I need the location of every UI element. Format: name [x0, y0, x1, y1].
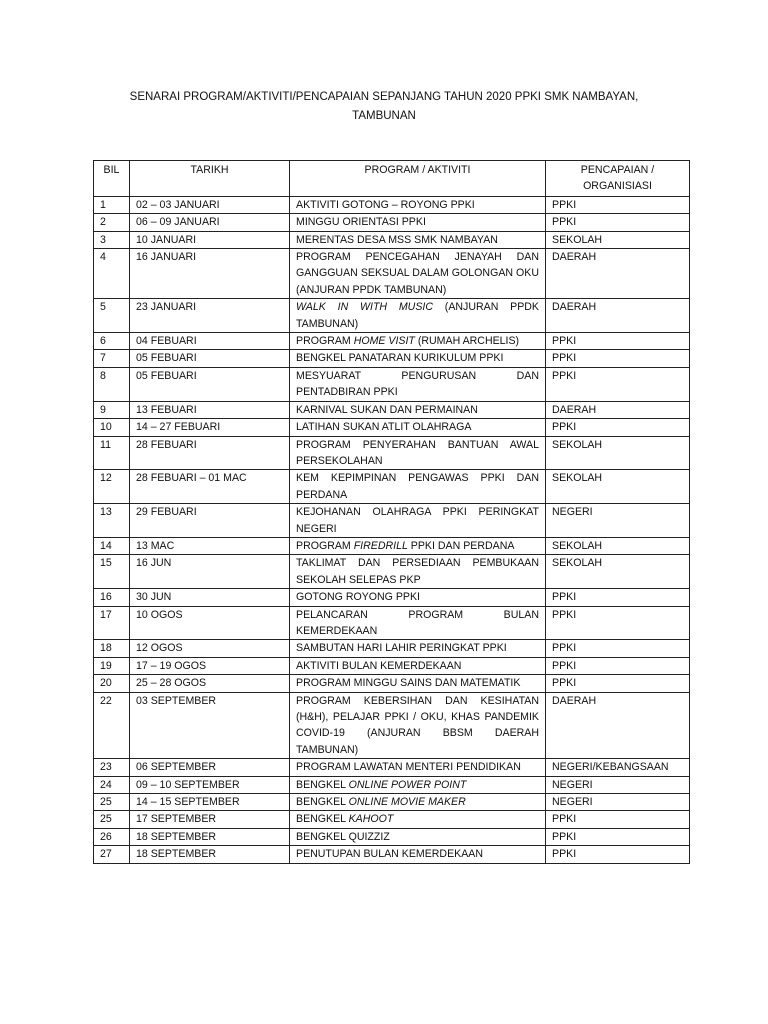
header-pencapaian-line-2: ORGANISIASI [583, 180, 652, 193]
cell-program: PROGRAM PENCEGAHAN JENAYAH DAN GANGGUAN SEKSUAL DALAM GOLONGAN OKU (ANJURAN PPDK TAMBUNAN) [290, 249, 546, 299]
table-row [94, 675, 690, 692]
cell-tarikh: 18 SEPTEMBER [130, 828, 290, 845]
cell-program: GOTONG ROYONG PPKI [290, 589, 546, 606]
cell-tarikh: 25 – 28 OGOS [130, 675, 290, 692]
table-row [94, 333, 690, 350]
cell-bil: 22 [94, 692, 130, 759]
cell-bil: 27 [94, 846, 130, 863]
program-rest-text: (ANJURAN PPDK TAMBUNAN) [296, 301, 539, 330]
table-row [94, 436, 690, 470]
cell-bil: 9 [94, 401, 130, 418]
cell-bil: 25 [94, 811, 130, 828]
table-row [94, 350, 690, 367]
cell-program [290, 333, 546, 350]
cell-program: KEJOHANAN OLAHRAGA PPKI PERINGKAT NEGERI [290, 504, 546, 538]
table-row [94, 419, 690, 436]
cell-pencapaian: NEGERI [546, 504, 690, 538]
program-pre-text: BENGKEL [296, 778, 349, 791]
table-row [94, 470, 690, 504]
cell-bil: 3 [94, 231, 130, 248]
cell-tarikh: 02 – 03 JANUARI [130, 196, 290, 213]
cell-bil: 16 [94, 589, 130, 606]
cell-pencapaian: PPKI [546, 675, 690, 692]
program-rest-text: PPKI DAN PERDANA [407, 539, 515, 552]
cell-bil: 15 [94, 555, 130, 589]
table-row [94, 401, 690, 418]
cell-program: AKTIVITI GOTONG – ROYONG PPKI [290, 196, 546, 213]
table-row [94, 537, 690, 554]
program-rest-text: (RUMAH ARCHELIS) [414, 335, 520, 348]
cell-tarikh: 04 FEBUARI [130, 333, 290, 350]
cell-program: MERENTAS DESA MSS SMK NAMBAYAN [290, 231, 546, 248]
cell-tarikh: 14 – 27 FEBUARI [130, 419, 290, 436]
cell-bil: 20 [94, 675, 130, 692]
cell-program [290, 776, 546, 793]
cell-pencapaian: SEKOLAH [546, 555, 690, 589]
cell-program: SAMBUTAN HARI LAHIR PERINGKAT PPKI [290, 640, 546, 657]
cell-tarikh: 05 FEBUARI [130, 350, 290, 367]
cell-tarikh: 16 JANUARI [130, 249, 290, 299]
cell-program [290, 537, 546, 554]
cell-program: LATIHAN SUKAN ATLIT OLAHRAGA [290, 419, 546, 436]
cell-program: BENGKEL QUIZZIZ [290, 828, 546, 845]
table-body [94, 196, 690, 863]
cell-tarikh: 14 – 15 SEPTEMBER [130, 794, 290, 811]
header-pencapaian-line-1: PENCAPAIAN / [580, 164, 655, 176]
cell-pencapaian: NEGERI [546, 794, 690, 811]
program-italic-text: KAHOOT [348, 813, 394, 826]
document-title [60, 88, 708, 126]
cell-bil: 5 [94, 299, 130, 333]
cell-pencapaian: PPKI [546, 214, 690, 231]
cell-tarikh: 18 SEPTEMBER [130, 846, 290, 863]
cell-program: MESYUARAT PENGURUSAN DAN PENTADBIRAN PPKI [290, 367, 546, 401]
cell-program: PROGRAM LAWATAN MENTERI PENDIDIKAN [290, 759, 546, 776]
cell-bil: 17 [94, 606, 130, 640]
cell-pencapaian: SEKOLAH [546, 436, 690, 470]
cell-pencapaian: PPKI [546, 606, 690, 640]
program-pre-text: BENGKEL [296, 796, 349, 809]
cell-tarikh: 17 – 19 OGOS [130, 657, 290, 674]
table-header-row [94, 161, 690, 197]
table-row [94, 846, 690, 863]
title-line-2: TAMBUNAN [352, 110, 416, 122]
cell-pencapaian: SEKOLAH [546, 470, 690, 504]
cell-program: PROGRAM MINGGU SAINS DAN MATEMATIK [290, 675, 546, 692]
header-pencapaian [546, 161, 690, 197]
cell-program: AKTIVITI BULAN KEMERDEKAAN [290, 657, 546, 674]
cell-program: PELANCARAN PROGRAM BULAN KEMERDEKAAN [290, 606, 546, 640]
cell-bil: 8 [94, 367, 130, 401]
cell-pencapaian: PPKI [546, 589, 690, 606]
table-row [94, 828, 690, 845]
cell-bil: 19 [94, 657, 130, 674]
cell-pencapaian: DAERAH [546, 249, 690, 299]
cell-program [290, 299, 546, 333]
cell-pencapaian: DAERAH [546, 401, 690, 418]
cell-pencapaian: PPKI [546, 811, 690, 828]
table-row [94, 196, 690, 213]
cell-pencapaian: NEGERI/KEBANGSAAN [546, 759, 690, 776]
cell-pencapaian: NEGERI [546, 776, 690, 793]
cell-pencapaian: DAERAH [546, 692, 690, 759]
program-table [93, 160, 690, 864]
cell-bil: 7 [94, 350, 130, 367]
cell-program: BENGKEL PANATARAN KURIKULUM PPKI [290, 350, 546, 367]
table-row [94, 759, 690, 776]
cell-program: KEM KEPIMPINAN PENGAWAS PPKI DAN PERDANA [290, 470, 546, 504]
cell-tarikh: 28 FEBUARI – 01 MAC [130, 470, 290, 504]
cell-bil: 12 [94, 470, 130, 504]
table-row [94, 794, 690, 811]
table-row [94, 299, 690, 333]
program-italic-text: HOME VISIT [353, 335, 415, 348]
cell-bil: 2 [94, 214, 130, 231]
cell-bil: 6 [94, 333, 130, 350]
cell-tarikh: 13 FEBUARI [130, 401, 290, 418]
cell-pencapaian: PPKI [546, 333, 690, 350]
cell-pencapaian: PPKI [546, 419, 690, 436]
cell-bil: 11 [94, 436, 130, 470]
cell-pencapaian: DAERAH [546, 299, 690, 333]
cell-program [290, 794, 546, 811]
cell-bil: 23 [94, 759, 130, 776]
table-row [94, 367, 690, 401]
table-row [94, 692, 690, 759]
cell-tarikh: 28 FEBUARI [130, 436, 290, 470]
cell-tarikh: 06 SEPTEMBER [130, 759, 290, 776]
cell-tarikh: 16 JUN [130, 555, 290, 589]
program-pre-text: PROGRAM [296, 335, 354, 348]
cell-bil: 4 [94, 249, 130, 299]
table-row [94, 606, 690, 640]
cell-program [290, 811, 546, 828]
cell-pencapaian: SEKOLAH [546, 231, 690, 248]
cell-pencapaian: PPKI [546, 350, 690, 367]
header-tarikh: TARIKH [130, 161, 290, 197]
cell-bil: 26 [94, 828, 130, 845]
cell-pencapaian: PPKI [546, 367, 690, 401]
cell-pencapaian: PPKI [546, 640, 690, 657]
cell-bil: 14 [94, 537, 130, 554]
cell-tarikh: 10 OGOS [130, 606, 290, 640]
cell-program: PROGRAM PENYERAHAN BANTUAN AWAL PERSEKOLAHAN [290, 436, 546, 470]
cell-bil: 24 [94, 776, 130, 793]
cell-tarikh: 10 JANUARI [130, 231, 290, 248]
program-pre-text: PROGRAM [296, 539, 354, 552]
cell-program: PROGRAM KEBERSIHAN DAN KESIHATAN (H&H), PELAJAR PPKI / OKU, KHAS PANDEMIK COVID-19 (ANJURAN BBSM DAERAH TAMBUNAN) [290, 692, 546, 759]
program-italic-text: WALK IN WITH MUSIC [296, 301, 433, 314]
cell-program: TAKLIMAT DAN PERSEDIAAN PEMBUKAAN SEKOLAH SELEPAS PKP [290, 555, 546, 589]
program-italic-text: ONLINE MOVIE MAKER [348, 796, 466, 809]
table-row [94, 776, 690, 793]
cell-pencapaian: PPKI [546, 828, 690, 845]
cell-tarikh: 23 JANUARI [130, 299, 290, 333]
cell-tarikh: 17 SEPTEMBER [130, 811, 290, 828]
cell-bil: 1 [94, 196, 130, 213]
table-row [94, 214, 690, 231]
cell-pencapaian: PPKI [546, 846, 690, 863]
cell-bil: 18 [94, 640, 130, 657]
table-row [94, 504, 690, 538]
table-row [94, 231, 690, 248]
cell-tarikh: 05 FEBUARI [130, 367, 290, 401]
cell-program: MINGGU ORIENTASI PPKI [290, 214, 546, 231]
cell-tarikh: 09 – 10 SEPTEMBER [130, 776, 290, 793]
table-row [94, 640, 690, 657]
cell-bil: 10 [94, 419, 130, 436]
table-row [94, 249, 690, 299]
cell-tarikh: 13 MAC [130, 537, 290, 554]
cell-bil: 25 [94, 794, 130, 811]
table-row [94, 657, 690, 674]
cell-tarikh: 06 – 09 JANUARI [130, 214, 290, 231]
cell-program: PENUTUPAN BULAN KEMERDEKAAN [290, 846, 546, 863]
cell-tarikh: 30 JUN [130, 589, 290, 606]
cell-bil: 13 [94, 504, 130, 538]
cell-tarikh: 12 OGOS [130, 640, 290, 657]
table-row [94, 555, 690, 589]
cell-pencapaian: PPKI [546, 196, 690, 213]
program-pre-text: BENGKEL [296, 813, 349, 826]
cell-tarikh: 29 FEBUARI [130, 504, 290, 538]
cell-pencapaian: SEKOLAH [546, 537, 690, 554]
title-line-1: SENARAI PROGRAM/AKTIVITI/PENCAPAIAN SEPANJANG TAHUN 2020 PPKI SMK NAMBAYAN, [129, 91, 639, 103]
program-italic-text: FIREDRILL [353, 539, 408, 552]
header-bil: BIL [94, 161, 130, 197]
cell-pencapaian: PPKI [546, 657, 690, 674]
cell-tarikh: 03 SEPTEMBER [130, 692, 290, 759]
cell-program: KARNIVAL SUKAN DAN PERMAINAN [290, 401, 546, 418]
table-row [94, 589, 690, 606]
table-row [94, 811, 690, 828]
header-program: PROGRAM / AKTIVITI [290, 161, 546, 197]
program-italic-text: ONLINE POWER POINT [348, 778, 467, 791]
